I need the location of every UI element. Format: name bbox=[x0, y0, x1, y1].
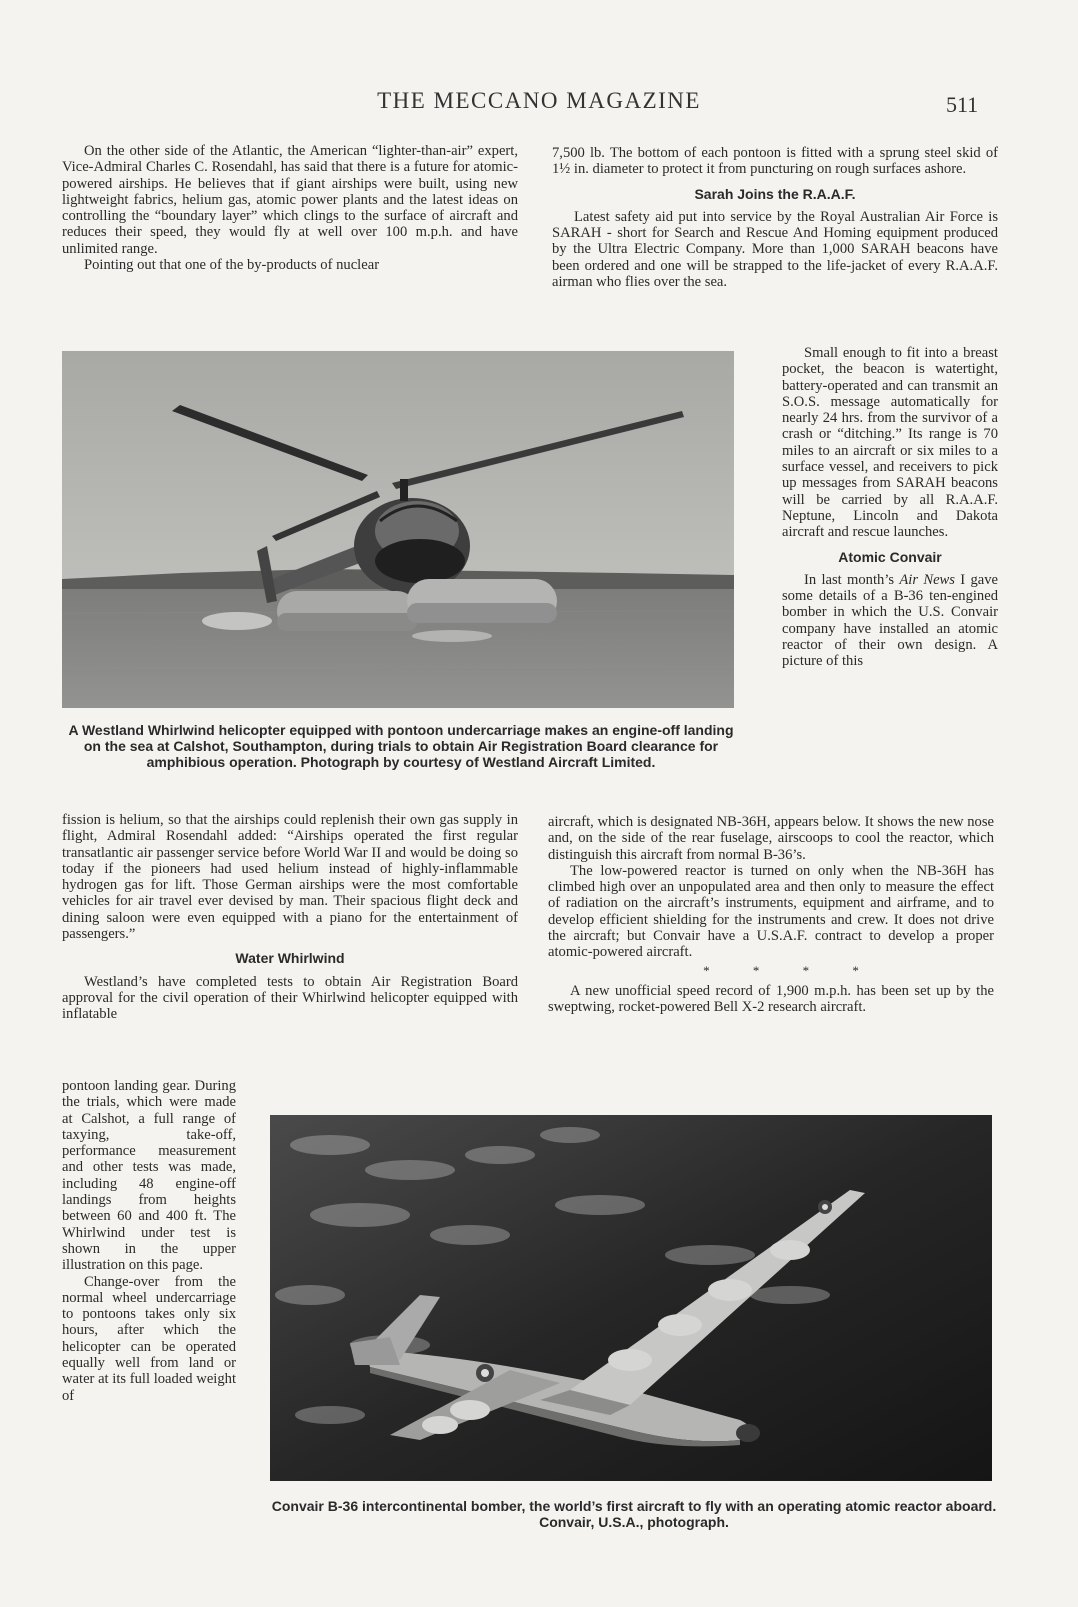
convair-intro-paragraph: In last month’s Air News I gave some details of a B-36 ten-engined bomber in which the U.S. Convair company have installed an atomic reactor of their own design. A picture of this bbox=[782, 571, 998, 670]
helicopter-photo bbox=[62, 351, 734, 708]
bomber-photo bbox=[270, 1115, 992, 1481]
magazine-title: THE MECCANO MAGAZINE bbox=[377, 88, 701, 113]
beacon-paragraph: Small enough to fit into a breast pocket, the beacon is watertight, battery-operated and can transmit an S.O.S. message automatically for nearly 24 hrs. from the survivor of a crash or “ditching.” Its range is 70 miles to an aircraft or six miles to a surface vessel, and receivers to pick up messages from SARAH beacons will be carried by all R.A.A.F. Neptune, Lincoln and Dakota aircraft and rescue launches. bbox=[782, 345, 998, 541]
heading-sarah: Sarah Joins the R.A.A.F. bbox=[694, 185, 856, 202]
speed-record-paragraph: A new unofficial speed record of 1,900 m.p.h. has been set up by the sweptwing, rocket-powered Bell X-2 research aircraft. bbox=[548, 982, 994, 1016]
heading-atomic-convair: Atomic Convair bbox=[838, 548, 942, 565]
westland-lead-paragraph: Westland’s have completed tests to obtain Air Registration Board approval for the civil operation of their Whirlwind helicopter equipped with inflatable bbox=[62, 973, 518, 1023]
left-column-middle bbox=[62, 812, 518, 1023]
change-over-paragraph: Change-over from the normal wheel undercarriage to pontoons takes only six hours, after which the helicopter can be operated equally well from land or water at its full loaded weight of bbox=[62, 1273, 236, 1404]
right-column-narrow bbox=[782, 345, 998, 670]
helium-paragraph: fission is helium, so that the airships could replenish their own gas supply in flight, Admiral Rosendahl added: “Airships operated the first regular transatlantic air passenger service before World War II and would be doing so today if the pioneers had used helium instead of highly-inflammable hydrogen gas for lift. Those German airships were the most comfortable vehicles for air travel ever devised by man. Their spacious flight deck and dining saloon were even equipped with a piano for the entertainment of passengers.” bbox=[62, 812, 518, 943]
fission-lead-paragraph: Pointing out that one of the by-products of nuclear bbox=[84, 257, 380, 274]
right-column-middle bbox=[548, 814, 994, 1016]
page-number: 511 bbox=[946, 92, 979, 117]
helicopter-caption: A Westland Whirlwind helicopter equipped with pontoon undercarriage makes an engine-off landing on the sea at Calshot, Southampton, during trials to obtain Air Registration Board clearance for amphibious operation. Photograph by courtesy of Westland Aircraft Limited. bbox=[68, 722, 734, 770]
right-column-top bbox=[552, 145, 998, 290]
sarah-paragraph: Latest safety aid put into service by the Royal Australian Air Force is SARAH - short for Search and Rescue And Homing equipment produced by the Ultra Electric Company. More than 1,000 SARAH beacons have been ordered and one will be strapped to the life-jacket of every R.A.A.F. airman who flies over the sea. bbox=[552, 208, 998, 291]
left-column-narrow bbox=[62, 1078, 236, 1404]
pontoon-trials-paragraph: pontoon landing gear. During the trials, which were made at Calshot, a full range of taxying, take-off, performance measurement and other tests was made, including 48 engine-off landings from heights between 60 and 400 ft. The Whirlwind under test is shown in the upper illustration on this page. bbox=[62, 1078, 236, 1274]
left-column-top bbox=[62, 143, 518, 273]
reactor-paragraph: The low-powered reactor is turned on only when the NB-36H has climbed high over an unpopulated area and then only to measure the effect of radiation on the aircraft’s instruments, equipment and airframe, and to develop efficient shielding for the instruments and crew. It does not drive the aircraft; but Convair have a U.S.A.F. contract to develop a proper atomic-powered aircraft. bbox=[548, 862, 994, 961]
pontoon-weight-paragraph: 7,500 lb. The bottom of each pontoon is fitted with a sprung steel skid of 1½ in. diameter to protect it from puncturing on rough surfaces ashore. bbox=[552, 145, 998, 178]
heading-water-whirlwind: Water Whirlwind bbox=[235, 950, 345, 967]
nb36h-paragraph: aircraft, which is designated NB-36H, appears below. It shows the new nose and, on the side of the rear fuselage, airscoops to cool the reactor, which distinguish this aircraft from normal B-36’s. bbox=[548, 814, 994, 863]
airship-paragraph: On the other side of the Atlantic, the American “lighter-than-air” expert, Vice-Admiral Charles C. Rosendahl, has said that there is a future for atomic-powered airships. He believes that if giant airships were built, using new lightweight fabrics, helium gas, atomic power plants and the latest ideas on controlling the “boundary layer” which clings to the surface of aircraft and reduces their speed, they would fly at well over 100 m.p.h. and have unlimited range. bbox=[62, 143, 518, 257]
section-divider: * * * * bbox=[703, 962, 879, 978]
bomber-caption: Convair B-36 intercontinental bomber, the world’s first aircraft to fly with an operating atomic reactor aboard. Convair, U.S.A., photograph. bbox=[271, 1498, 997, 1530]
